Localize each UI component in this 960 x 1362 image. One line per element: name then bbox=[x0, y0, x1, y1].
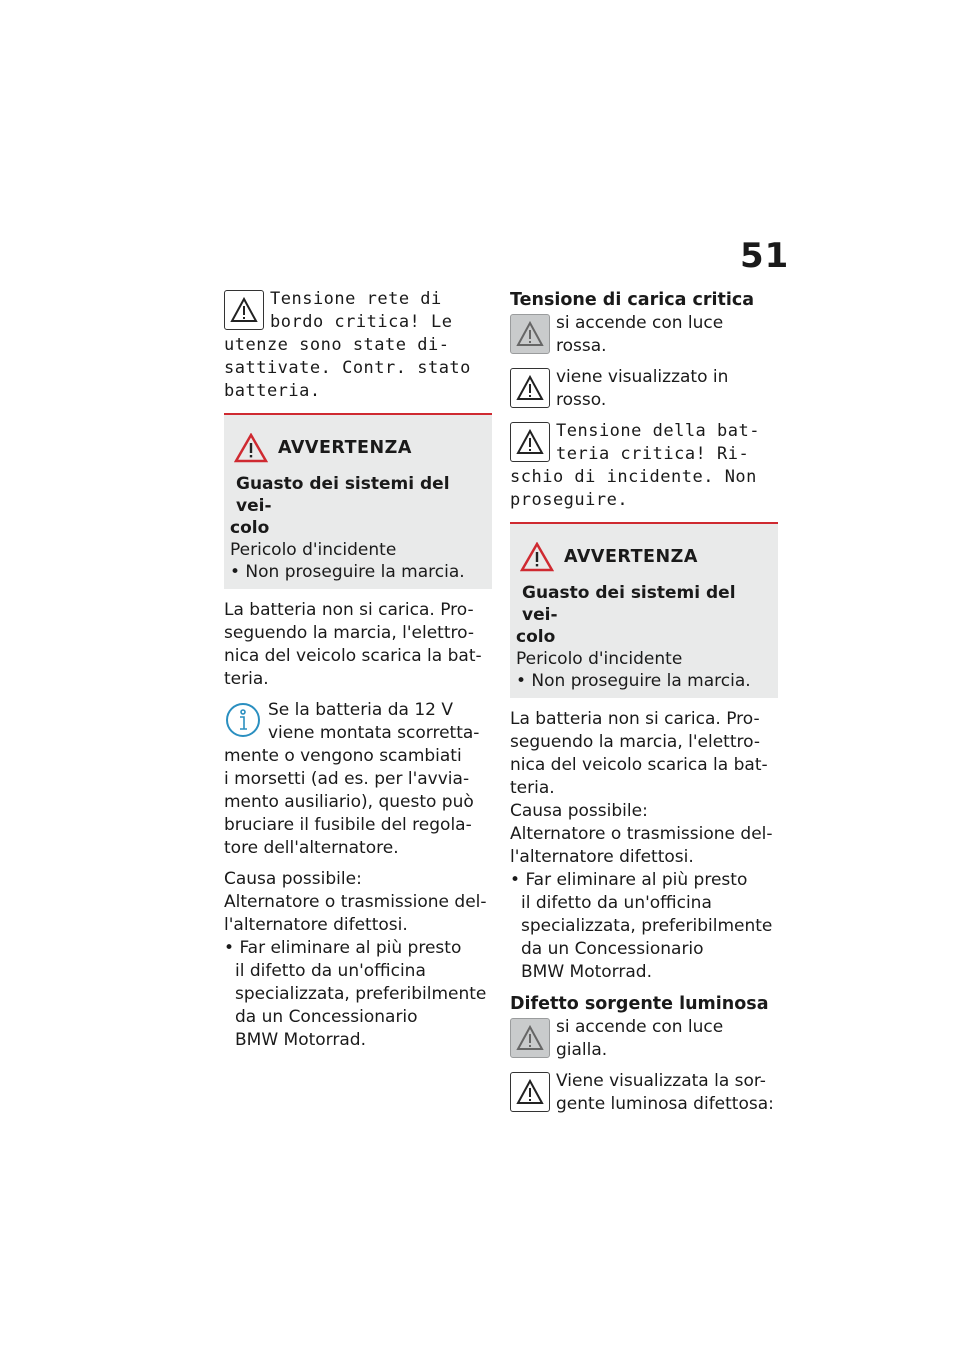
display-text: viene visualizzato in rosso. bbox=[556, 367, 729, 410]
warning-subtitle: colo bbox=[230, 518, 270, 538]
warning-title-text: AVVERTENZA bbox=[564, 547, 698, 567]
lamp-text: si accende con luce gialla. bbox=[556, 1017, 724, 1060]
message-line: teria critica! Ri- bbox=[556, 444, 750, 464]
warning-action: • Non proseguire la marcia. bbox=[516, 671, 751, 691]
bullet-line: • Far eliminare al più presto bbox=[510, 870, 748, 890]
page-number: 51 bbox=[740, 236, 790, 276]
message-line: batteria. bbox=[224, 381, 321, 401]
lamp-text: si accende con luce rossa. bbox=[556, 313, 724, 356]
left-column bbox=[224, 288, 492, 1052]
paragraph-line: La batteria non si carica. Pro- bbox=[224, 600, 474, 620]
message-line: bordo critica! Le bbox=[270, 312, 453, 332]
info-line: mento ausiliario), questo può bbox=[224, 792, 474, 812]
warning-triangle-icon bbox=[510, 368, 550, 408]
info-line: tore dell'alternatore. bbox=[224, 838, 399, 858]
cause-line: Alternatore o trasmissione del- bbox=[224, 892, 487, 912]
message-line: Tensione rete di bbox=[270, 289, 442, 309]
bullet-line: specializzata, preferibilmente bbox=[235, 984, 487, 1004]
paragraph bbox=[224, 599, 492, 691]
warning-subtitle: colo bbox=[516, 627, 556, 647]
warning-triangle-icon bbox=[510, 422, 550, 462]
warning-subtitle: Guasto dei sistemi del vei- bbox=[236, 474, 450, 516]
message-line: proseguire. bbox=[510, 490, 629, 510]
message-line: Tensione della bat- bbox=[556, 421, 760, 441]
message-line: utenze sono state di- bbox=[224, 335, 450, 355]
warning-title bbox=[516, 542, 772, 572]
paragraph-line: seguendo la marcia, l'elettro- bbox=[224, 623, 474, 643]
bullet-line: il difetto da un'officina bbox=[521, 893, 712, 913]
bullet-line: BMW Motorrad. bbox=[235, 1030, 366, 1050]
warning-panel bbox=[224, 413, 492, 589]
info-note bbox=[224, 699, 492, 860]
section-heading: Difetto sorgente luminosa bbox=[510, 994, 769, 1014]
bullet-line: BMW Motorrad. bbox=[521, 962, 652, 982]
paragraph-line: nica del veicolo scarica la bat- bbox=[224, 646, 482, 666]
bullet-line: specializzata, preferibilmente bbox=[521, 916, 773, 936]
message-line: sattivate. Contr. stato bbox=[224, 358, 471, 378]
bullet-line: il difetto da un'officina bbox=[235, 961, 426, 981]
paragraph-line: Alternatore o trasmissione del- bbox=[510, 824, 773, 844]
cause bbox=[224, 868, 492, 937]
warning-lamp-icon bbox=[510, 314, 550, 354]
warning-subtitle: Guasto dei sistemi del vei- bbox=[522, 583, 736, 625]
info-icon bbox=[224, 701, 262, 739]
paragraph bbox=[510, 708, 778, 869]
message-line: schio di incidente. Non bbox=[510, 467, 757, 487]
warning-triangle-icon bbox=[510, 1072, 550, 1112]
paragraph-line: La batteria non si carica. Pro- bbox=[510, 709, 760, 729]
yellow-lamp-row bbox=[510, 1016, 778, 1062]
display-text: Viene visualizzata la sor- bbox=[556, 1071, 766, 1091]
warning-lamp-icon bbox=[510, 1018, 550, 1058]
message-battery-voltage bbox=[510, 420, 778, 512]
warning-title bbox=[230, 433, 486, 463]
warning-action: • Non proseguire la marcia. bbox=[230, 562, 465, 582]
paragraph-line: seguendo la marcia, l'elettro- bbox=[510, 732, 760, 752]
cause-line: Causa possibile: bbox=[224, 869, 362, 889]
info-line: Se la batteria da 12 V bbox=[268, 700, 454, 720]
paragraph-line: l'alternatore difettosi. bbox=[510, 847, 694, 867]
info-line: bruciare il fusibile del regola- bbox=[224, 815, 472, 835]
warning-title-text: AVVERTENZA bbox=[278, 438, 412, 458]
warning-triangle-icon bbox=[224, 290, 264, 330]
bullet-item bbox=[224, 937, 492, 1052]
display-text: gente luminosa difettosa: bbox=[556, 1094, 774, 1114]
paragraph-line: Causa possibile: bbox=[510, 801, 648, 821]
paragraph-line: teria. bbox=[224, 669, 269, 689]
warning-red-triangle-icon bbox=[234, 433, 268, 463]
warning-hazard: Pericolo d'incidente bbox=[230, 540, 397, 560]
right-column bbox=[510, 288, 778, 1124]
warning-panel bbox=[510, 522, 778, 698]
message-onboard-voltage bbox=[224, 288, 492, 403]
info-line: i morsetti (ad es. per l'avvia- bbox=[224, 769, 470, 789]
cause-line: l'alternatore difettosi. bbox=[224, 915, 408, 935]
bullet-line: • Far eliminare al più presto bbox=[224, 938, 462, 958]
warning-hazard: Pericolo d'incidente bbox=[516, 649, 683, 669]
red-lamp-row bbox=[510, 312, 778, 358]
bullet-item bbox=[510, 869, 778, 984]
info-line: mente o vengono scambiati bbox=[224, 746, 462, 766]
warning-red-triangle-icon bbox=[520, 542, 554, 572]
display-row bbox=[510, 1070, 778, 1116]
paragraph-line: teria. bbox=[510, 778, 555, 798]
section-heading: Tensione di carica critica bbox=[510, 290, 755, 310]
display-row bbox=[510, 366, 778, 412]
bullet-line: da un Concessionario bbox=[235, 1007, 418, 1027]
info-line: viene montata scorretta- bbox=[268, 723, 480, 743]
paragraph-line: nica del veicolo scarica la bat- bbox=[510, 755, 768, 775]
bullet-line: da un Concessionario bbox=[521, 939, 704, 959]
